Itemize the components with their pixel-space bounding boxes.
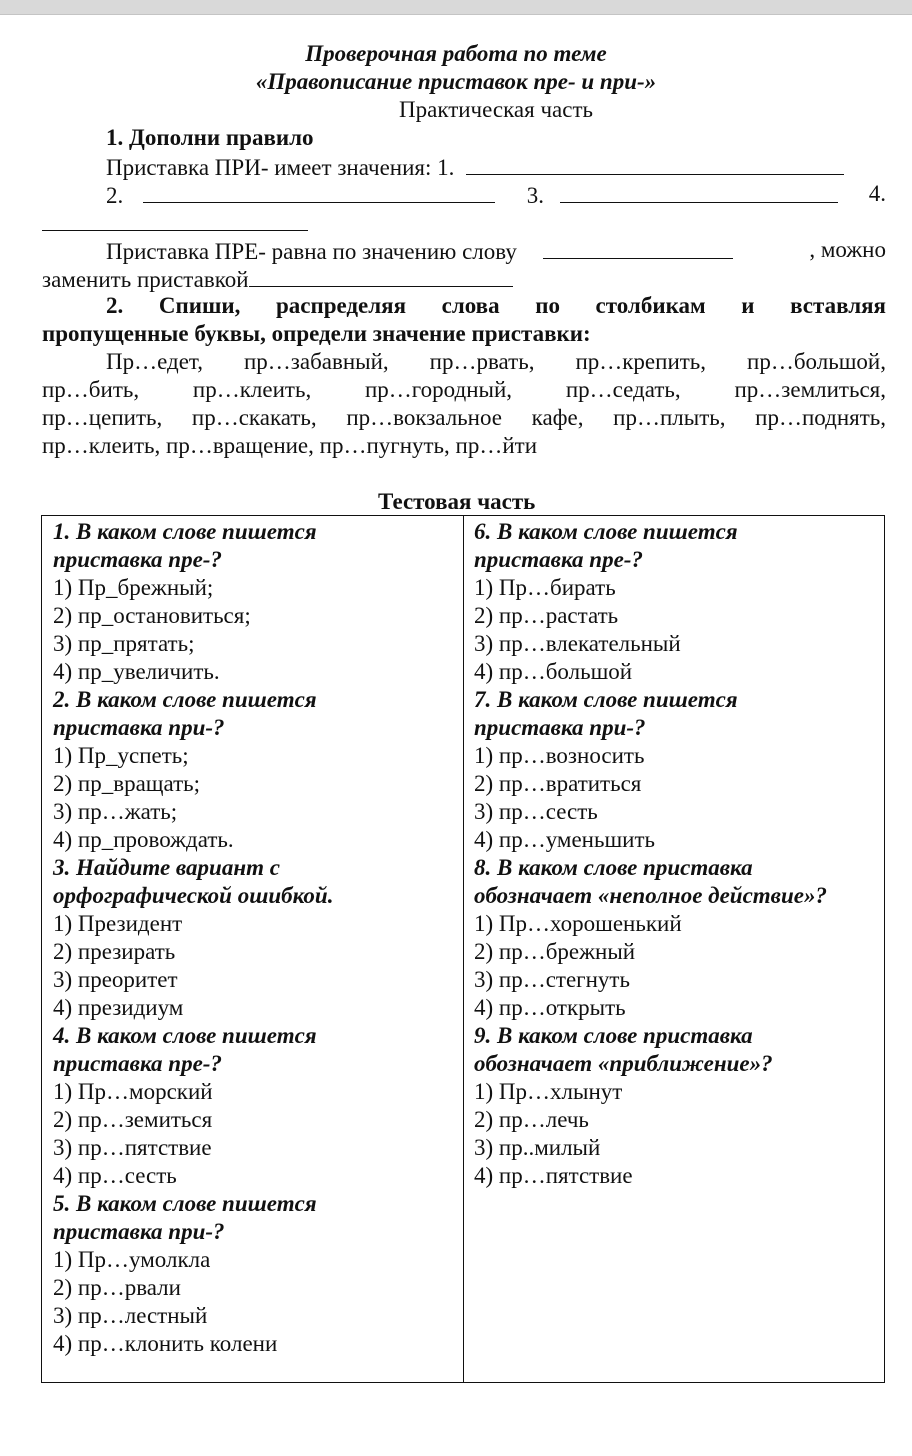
question-text: 5. В каком слове пишется: [53, 1191, 317, 1216]
num-4: 4.: [868, 181, 886, 206]
answer-option[interactable]: 2) пр…рвали: [53, 1275, 181, 1300]
pre-text: Приставка ПРЕ- равна по значению слову: [106, 239, 517, 264]
task1-heading: 1. Дополни правило: [106, 125, 314, 150]
answer-option[interactable]: 4) пр…сесть: [53, 1163, 177, 1188]
question-text: приставка пре-?: [53, 547, 222, 572]
answer-line[interactable]: [143, 180, 495, 203]
answer-option[interactable]: 3) пр_прятать;: [53, 631, 195, 656]
pre-meaning: [106, 236, 886, 266]
answer-option[interactable]: 2) пр…земиться: [53, 1107, 213, 1132]
answer-option[interactable]: 4) пр_увеличить.: [53, 659, 220, 684]
answer-option[interactable]: 1) Пр_успеть;: [53, 743, 189, 768]
num-2: 2.: [106, 183, 124, 208]
num-3: 3.: [526, 183, 544, 208]
answer-option[interactable]: 2) пр…вратиться: [474, 771, 642, 796]
task2-line-2: пропущенные буквы, определи значение приставки:: [42, 321, 591, 346]
answer-option[interactable]: 3) пр…пятствие: [53, 1135, 212, 1160]
answer-option[interactable]: 1) Пр…бирать: [474, 575, 616, 600]
answer-option[interactable]: 4) пр…открыть: [474, 995, 626, 1020]
answer-line[interactable]: [560, 180, 838, 203]
question-text: приставка при-?: [53, 1219, 225, 1244]
question-text: 6. В каком слове пишется: [474, 519, 738, 544]
pre-text-end: , можно: [809, 237, 886, 262]
question-text: приставка пре-?: [53, 1051, 222, 1076]
answer-option[interactable]: 2) пр_вращать;: [53, 771, 201, 796]
question-text: 4. В каком слове пишется: [53, 1023, 317, 1048]
answer-option[interactable]: 2) пр_остановиться;: [53, 603, 251, 628]
pri-meanings-row3: [42, 208, 308, 238]
title-line-1: Проверочная работа по теме: [305, 41, 607, 66]
words-line-1: Пр…едет, пр…забавный, пр…рвать, пр…крепить, пр…большой,: [106, 349, 886, 374]
answer-option[interactable]: 1) Пр…хлынут: [474, 1079, 623, 1104]
answer-option[interactable]: 3) пр…жать;: [53, 799, 178, 824]
answer-option[interactable]: 1) Пр_брежный;: [53, 575, 214, 600]
question-text: приставка при-?: [53, 715, 225, 740]
right-column: [474, 518, 879, 1190]
column-divider: [463, 516, 464, 1382]
top-bar: [0, 0, 912, 15]
task2-line-1: 2. Спиши, распределяя слова по столбикам и вставляя: [106, 293, 886, 318]
question-text: обозначает «приближение»?: [474, 1051, 773, 1076]
question-block: [53, 1190, 458, 1358]
answer-option[interactable]: 3) пр…влекательный: [474, 631, 681, 656]
answer-option[interactable]: 2) пр…растать: [474, 603, 619, 628]
answer-option[interactable]: 4) пр…клонить колени: [53, 1331, 278, 1356]
answer-option[interactable]: 2) пр…лечь: [474, 1107, 589, 1132]
answer-line[interactable]: [466, 152, 844, 175]
answer-option[interactable]: 3) преоритет: [53, 967, 178, 992]
answer-option[interactable]: 1) Пр…морский: [53, 1079, 213, 1104]
question-text: 1. В каком слове пишется: [53, 519, 317, 544]
question-text: приставка пре-?: [474, 547, 643, 572]
answer-option[interactable]: 2) пр…брежный: [474, 939, 636, 964]
pri-text: Приставка ПРИ- имеет значения: 1.: [106, 155, 455, 180]
answer-option[interactable]: 1) Пр…умолкла: [53, 1247, 211, 1272]
question-text: 3. Найдите вариант с: [53, 855, 280, 880]
answer-option[interactable]: 4) пр…пятствие: [474, 1163, 633, 1188]
title-line-2: «Правописание приставок пре- и при-»: [255, 69, 657, 94]
replace-text: заменить приставкой: [42, 267, 249, 292]
question-block: [53, 1022, 458, 1190]
answer-option[interactable]: 3) пр…сесть: [474, 799, 598, 824]
answer-option[interactable]: 1) Пр…хорошенький: [474, 911, 682, 936]
answer-option[interactable]: 3) пр..милый: [474, 1135, 601, 1160]
test-heading: Тестовая часть: [378, 489, 536, 514]
question-block: [474, 518, 879, 686]
answer-option[interactable]: 4) президиум: [53, 995, 184, 1020]
pre-replace: [42, 264, 513, 294]
answer-option[interactable]: 2) презирать: [53, 939, 176, 964]
question-text: 9. В каком слове приставка: [474, 1023, 753, 1048]
words-line-3: пр…цепить, пр…скакать, пр…вокзальное кафе, пр…плыть, пр…поднять,: [42, 405, 886, 430]
question-text: приставка при-?: [474, 715, 646, 740]
answer-line[interactable]: [249, 264, 513, 287]
question-text: обозначает «неполное действие»?: [474, 883, 827, 908]
answer-option[interactable]: 3) пр…стегнуть: [474, 967, 630, 992]
answer-option[interactable]: 1) Президент: [53, 911, 183, 936]
question-block: [474, 1022, 879, 1190]
question-block: [53, 518, 458, 686]
question-text: орфографической ошибкой.: [53, 883, 334, 908]
words-line-4: пр…клеить, пр…вращение, пр…пугнуть, пр…йти: [42, 433, 538, 458]
question-block: [474, 686, 879, 854]
question-text: 8. В каком слове приставка: [474, 855, 753, 880]
answer-option[interactable]: 3) пр…лестный: [53, 1303, 208, 1328]
answer-line[interactable]: [42, 208, 308, 231]
question-text: 7. В каком слове пишется: [474, 687, 738, 712]
pri-meanings-row2: [106, 180, 886, 210]
subtitle: Практическая часть: [399, 97, 593, 122]
answer-option[interactable]: 4) пр…уменьшить: [474, 827, 656, 852]
left-column: [53, 518, 458, 1358]
question-block: [474, 854, 879, 1022]
question-text: 2. В каком слове пишется: [53, 687, 317, 712]
answer-option[interactable]: 1) пр…возносить: [474, 743, 645, 768]
words-line-2: пр…бить, пр…клеить, пр…городный, пр…седать, пр…землиться,: [42, 377, 886, 402]
question-block: [53, 686, 458, 854]
question-block: [53, 854, 458, 1022]
answer-line[interactable]: [543, 236, 733, 259]
answer-option[interactable]: 4) пр…большой: [474, 659, 633, 684]
pri-meanings: [106, 152, 844, 182]
answer-option[interactable]: 4) пр_провождать.: [53, 827, 234, 852]
test-table: [41, 515, 885, 1383]
